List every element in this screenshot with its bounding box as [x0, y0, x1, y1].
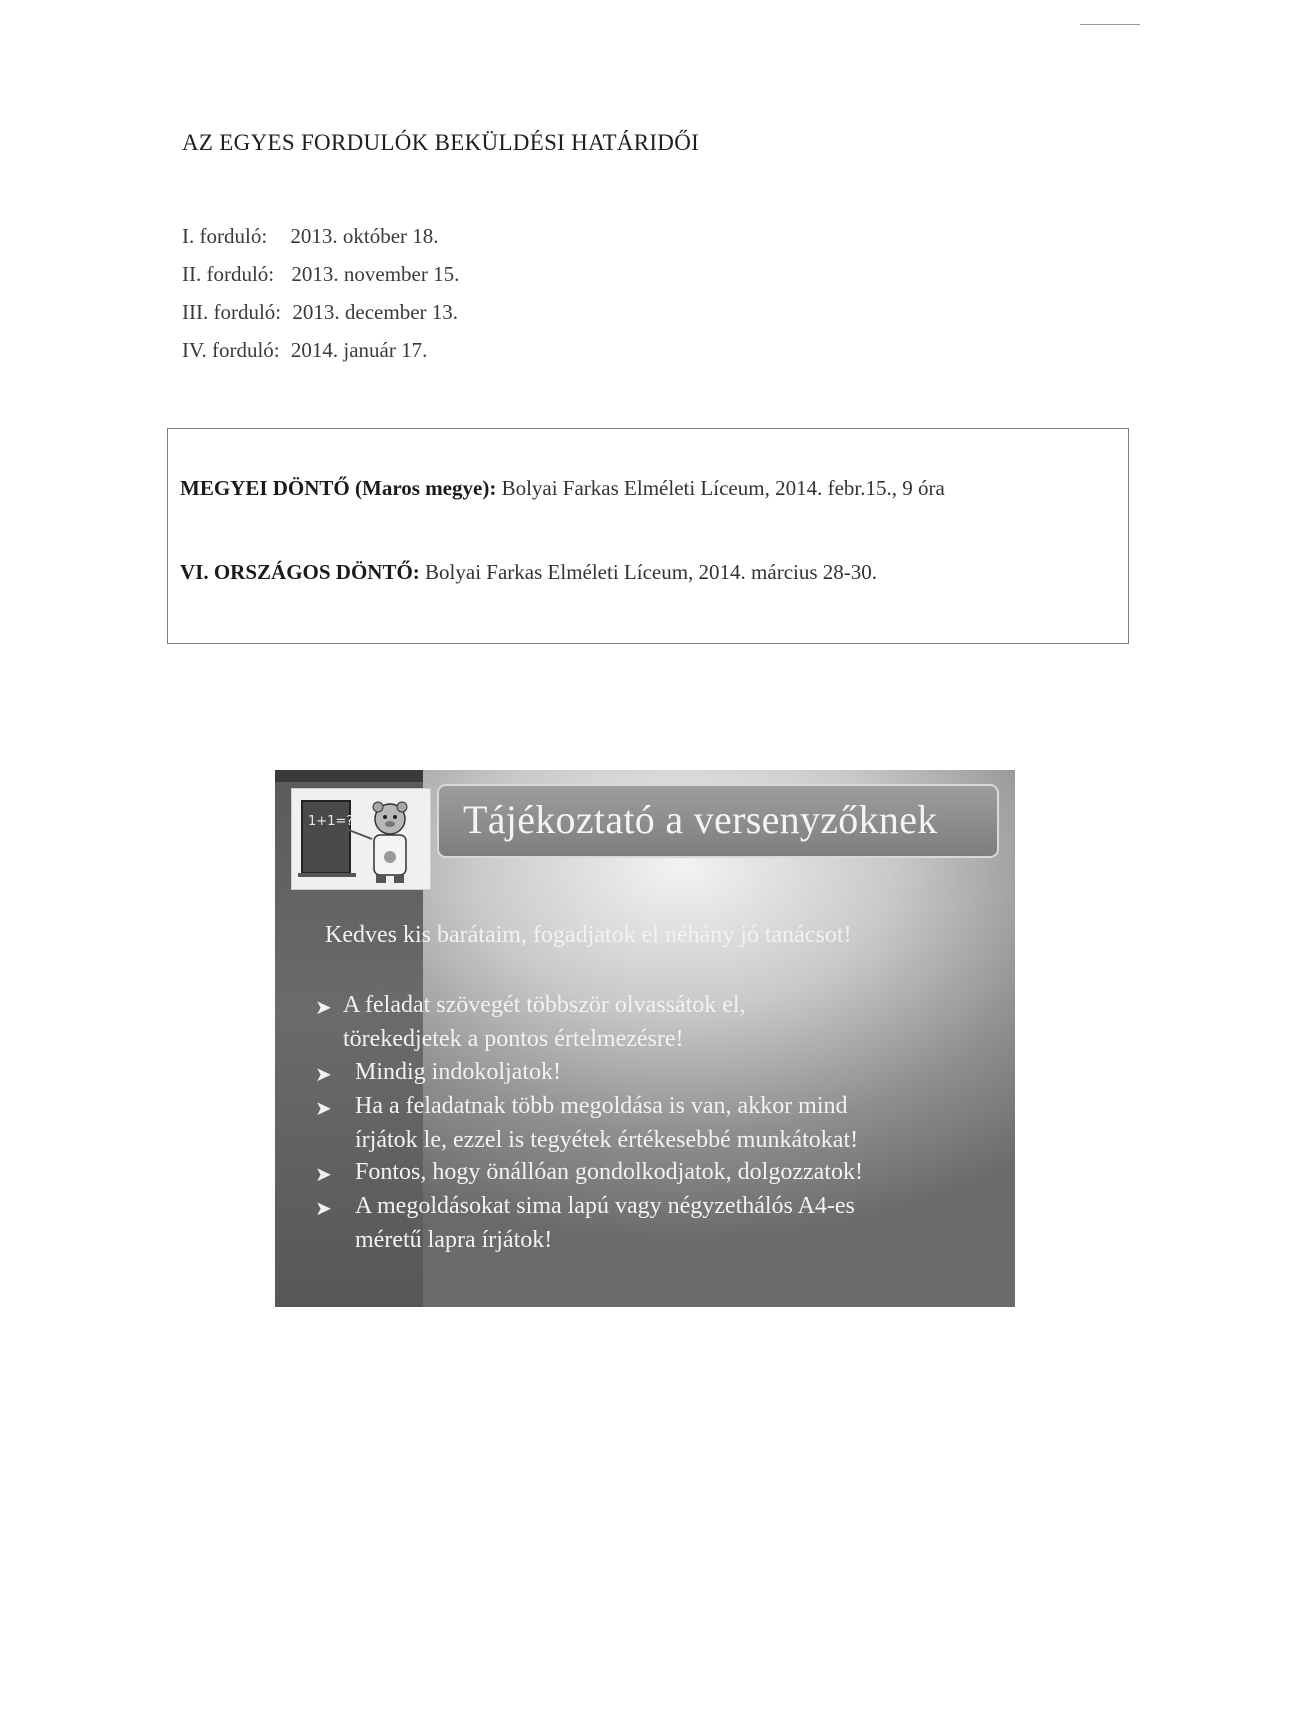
deadline-date: 2013. november 15.: [291, 262, 460, 286]
finals-box: [167, 428, 1129, 644]
info-slide-image: [275, 770, 1015, 1307]
deadline-row: [182, 217, 459, 255]
slide-title: Tájékoztató a versenyzőknek: [463, 797, 938, 842]
slide-body: [275, 770, 1015, 1307]
deadline-date: 2013. október 18.: [290, 224, 439, 248]
deadline-row: [182, 293, 459, 331]
slide-greeting: Kedves kis barátaim, fogadjatok el néhány jó tanácsot!: [325, 922, 852, 948]
bullet-line: méretű lapra írjátok!: [355, 1227, 553, 1253]
bullet-line: írjátok le, ezzel is tegyétek értékesebbé munkátokat!: [355, 1127, 859, 1153]
bullet-arrow-icon: ➤: [315, 1198, 332, 1220]
county-final-text: Bolyai Farkas Elméleti Líceum, 2014. febr.15., 9 óra: [501, 476, 945, 500]
bullet-line: Fontos, hogy önállóan gondolkodjatok, dolgozzatok!: [355, 1159, 863, 1185]
deadline-date: 2014. január 17.: [290, 338, 428, 362]
bullet-line: A megoldásokat sima lapú vagy négyzethálós A4-es: [355, 1193, 855, 1219]
bullet-line: Mindig indokoljatok!: [355, 1059, 561, 1085]
deadline-row: [182, 255, 459, 293]
deadline-round: II. forduló:: [182, 262, 275, 286]
bullet-arrow-icon: ➤: [315, 997, 332, 1019]
bullet-arrow-icon: ➤: [315, 1064, 332, 1086]
national-final-label: VI. ORSZÁGOS DÖNTŐ:: [180, 560, 420, 584]
board-text: 1+1=?: [308, 814, 354, 829]
deadlines-list: [182, 217, 459, 369]
bullet-line: A feladat szövegét többször olvassátok el,: [343, 992, 746, 1018]
national-final-line: [180, 560, 877, 585]
deadline-round: I. forduló:: [182, 224, 268, 248]
bullet-line: törekedjetek a pontos értelmezésre!: [343, 1026, 684, 1052]
bullet-arrow-icon: ➤: [315, 1098, 332, 1120]
deadline-round: IV. forduló:: [182, 338, 280, 362]
national-final-text: Bolyai Farkas Elméleti Líceum, 2014. március 28-30.: [425, 560, 878, 584]
scan-mark-top-right: [1080, 24, 1140, 25]
deadline-row: [182, 331, 459, 369]
bullet-line: Ha a feladatnak több megoldása is van, akkor mind: [355, 1093, 848, 1119]
bullet-arrow-icon: ➤: [315, 1164, 332, 1186]
deadline-round: III. forduló:: [182, 300, 282, 324]
county-final-line: [180, 476, 945, 501]
deadline-date: 2013. december 13.: [292, 300, 459, 324]
county-final-label: MEGYEI DÖNTŐ (Maros megye):: [180, 476, 497, 500]
page-heading: AZ EGYES FORDULÓK BEKÜLDÉSI HATÁRIDŐI: [182, 130, 700, 155]
